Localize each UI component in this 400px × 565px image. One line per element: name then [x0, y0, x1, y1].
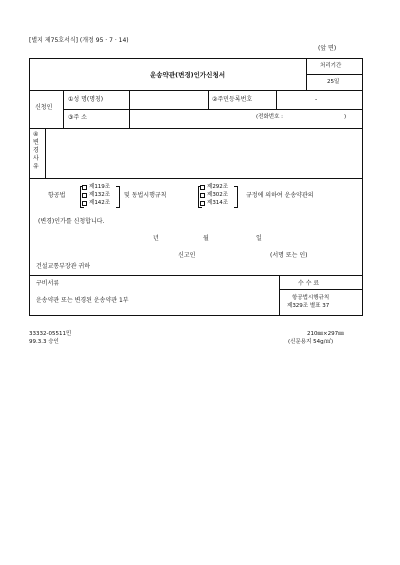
phone-label: (전화번호 :: [256, 114, 283, 120]
date-month-label: 월: [203, 235, 209, 242]
statute-middle: 및 동법시행규칙: [124, 192, 167, 199]
request-sentence: (변경)인가를 신청합니다.: [38, 218, 105, 225]
signature-hint: (서명 또는 인): [270, 252, 308, 259]
phone-close: ): [344, 114, 347, 120]
checkbox-article-292[interactable]: [200, 185, 205, 190]
date-day-label: 일: [256, 235, 262, 242]
change-reason-field[interactable]: [47, 130, 361, 176]
attachments-item: 운송약관 또는 변경된 운송약관 1부: [36, 297, 129, 304]
footer-code: 33332-05511민: [29, 331, 72, 337]
resident-number-field[interactable]: [278, 92, 361, 107]
footer-approval: 99.3.3 승인: [29, 339, 59, 345]
form-title: 운송약관(변경)인가신청서: [150, 71, 226, 79]
article-314-label: 제314조: [207, 200, 229, 206]
article-142-label: 제142조: [89, 200, 111, 206]
form-number: [별지 제75호서식] (개정 95 · 7 · 14): [29, 37, 129, 44]
name-label: ①성 명(명칭): [68, 96, 104, 103]
signature-field[interactable]: [205, 250, 265, 260]
change-reason-label: ④ 변 경 사 유: [33, 131, 39, 170]
checkbox-article-119[interactable]: [82, 185, 87, 190]
date-year-label: 년: [153, 235, 159, 242]
checkbox-article-302[interactable]: [200, 193, 205, 198]
article-292-label: 제292조: [207, 184, 229, 190]
statute-tail: 규정에 의하여 운송약관의: [246, 192, 314, 199]
fee-header: 수 수 료: [298, 280, 320, 287]
attachments-header: 구비서류: [36, 280, 60, 287]
article-119-label: 제119조: [89, 184, 111, 190]
checkbox-article-132[interactable]: [82, 193, 87, 198]
resident-number-dash: -: [315, 96, 318, 103]
address-field[interactable]: [131, 111, 361, 126]
signatory-label: 신고인: [178, 252, 196, 259]
article-302-label: 제302조: [207, 192, 229, 198]
name-field[interactable]: [131, 92, 206, 107]
side-label: (앞 면): [318, 45, 337, 52]
statute-lead: 항공법: [48, 192, 66, 199]
footer-paper: (신문용지 54g/㎡): [288, 339, 334, 345]
processing-period-label: 처리기간: [320, 63, 342, 69]
footer-size: 210㎜×297㎜: [307, 331, 344, 337]
applicant-label: 신청인: [35, 104, 53, 111]
address-label: ③주 소: [68, 114, 87, 121]
checkbox-article-314[interactable]: [200, 201, 205, 206]
fee-line-2: 제329조 별표 37: [287, 303, 330, 309]
resident-number-label: ②주민등록번호: [212, 96, 253, 103]
article-132-label: 제132조: [89, 192, 111, 198]
processing-period-value: 25일: [327, 79, 340, 85]
recipient: 건설교통부장관 귀하: [36, 263, 91, 270]
fee-line-1: 항공법시행규칙: [292, 295, 330, 301]
checkbox-article-142[interactable]: [82, 201, 87, 206]
